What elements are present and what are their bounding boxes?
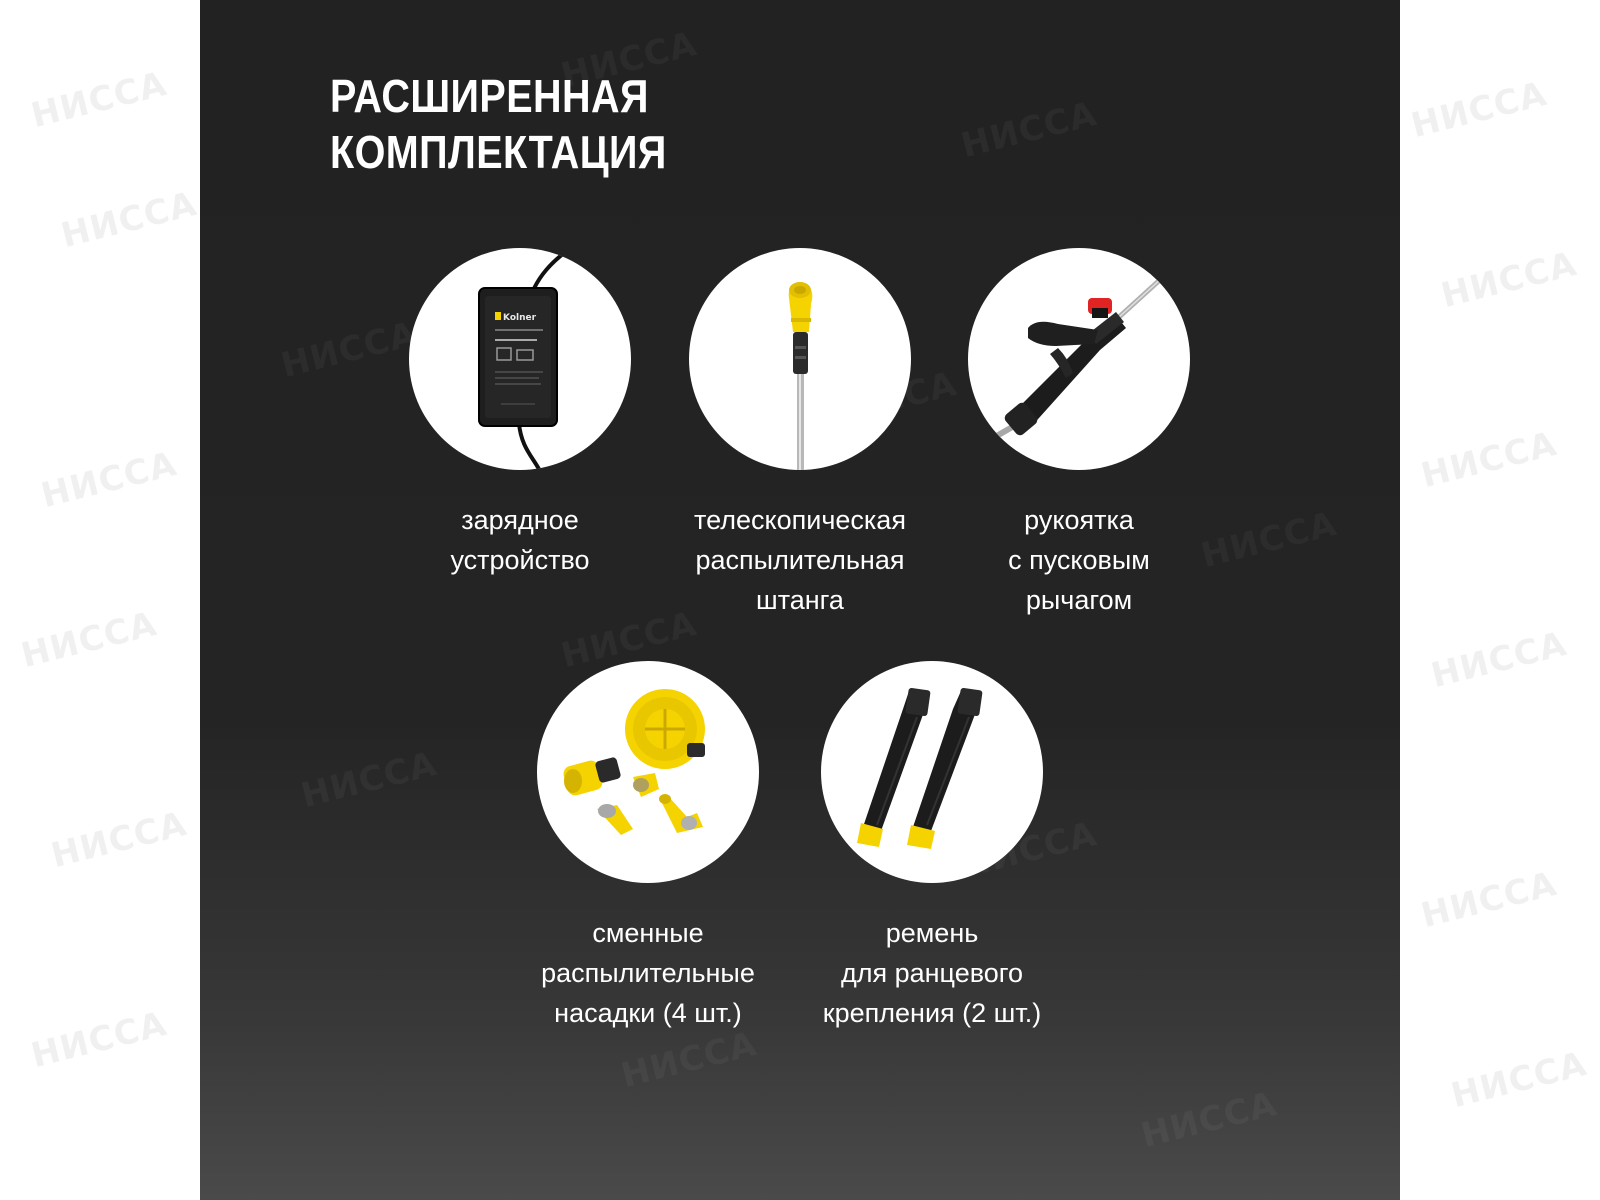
item-label [929,500,1229,620]
item-label-line: для ранцевого [840,958,1024,988]
item-straps [782,661,1082,1033]
item-label-line: насадки (4 шт.) [554,998,742,1028]
watermark: НИССА [1437,243,1581,317]
watermark: НИССА [17,603,161,677]
watermark: НИССА [1407,73,1551,147]
title-line-1: РАСШИРЕННАЯ [330,70,649,122]
nozzles-icon [537,661,759,883]
item-nozzles [498,661,798,1033]
charger-icon [409,248,631,470]
item-label-line: крепления (2 шт.) [822,998,1042,1028]
page-title [330,68,667,180]
item-spray-lance [650,248,950,620]
item-label [498,913,798,1033]
item-label-line: рукоятка [1024,505,1134,535]
charger-brand-text: Kolner [503,313,537,323]
item-label-line: штанга [756,585,844,615]
item-label-line: рычагом [1025,585,1133,615]
watermark: НИССА [1417,423,1561,497]
item-label-line: распылительные [541,958,755,988]
spray-lance-image [689,248,911,470]
watermark: НИССА [47,803,191,877]
item-label-line: телескопическая [694,505,906,535]
item-trigger-handle [929,248,1229,620]
item-label-line: зарядное [461,505,579,535]
trigger-handle-image [968,248,1190,470]
item-label-line: с пусковым [1008,545,1150,575]
item-charger [370,248,670,580]
product-card [200,0,1400,1200]
watermark: НИССА [57,183,201,257]
item-label [782,913,1082,1033]
item-label-line: сменные [592,918,704,948]
watermark: НИССА [1417,863,1561,937]
title-line-2: КОМПЛЕКТАЦИЯ [330,126,667,178]
watermark: НИССА [37,443,181,517]
item-label [650,500,950,620]
item-label-line: распылительная [695,545,905,575]
nozzles-image [537,661,759,883]
straps-image [821,661,1043,883]
spray-lance-icon [689,248,911,470]
item-label [370,500,670,580]
item-label-line: устройство [450,545,590,575]
watermark: НИССА [27,1003,171,1077]
item-label-line: ремень [885,918,979,948]
watermark: НИССА [1447,1043,1591,1117]
charger-image [409,248,631,470]
straps-icon [821,661,1043,883]
trigger-handle-icon [968,248,1190,470]
watermark: НИССА [1427,623,1571,697]
watermark: НИССА [27,63,171,137]
